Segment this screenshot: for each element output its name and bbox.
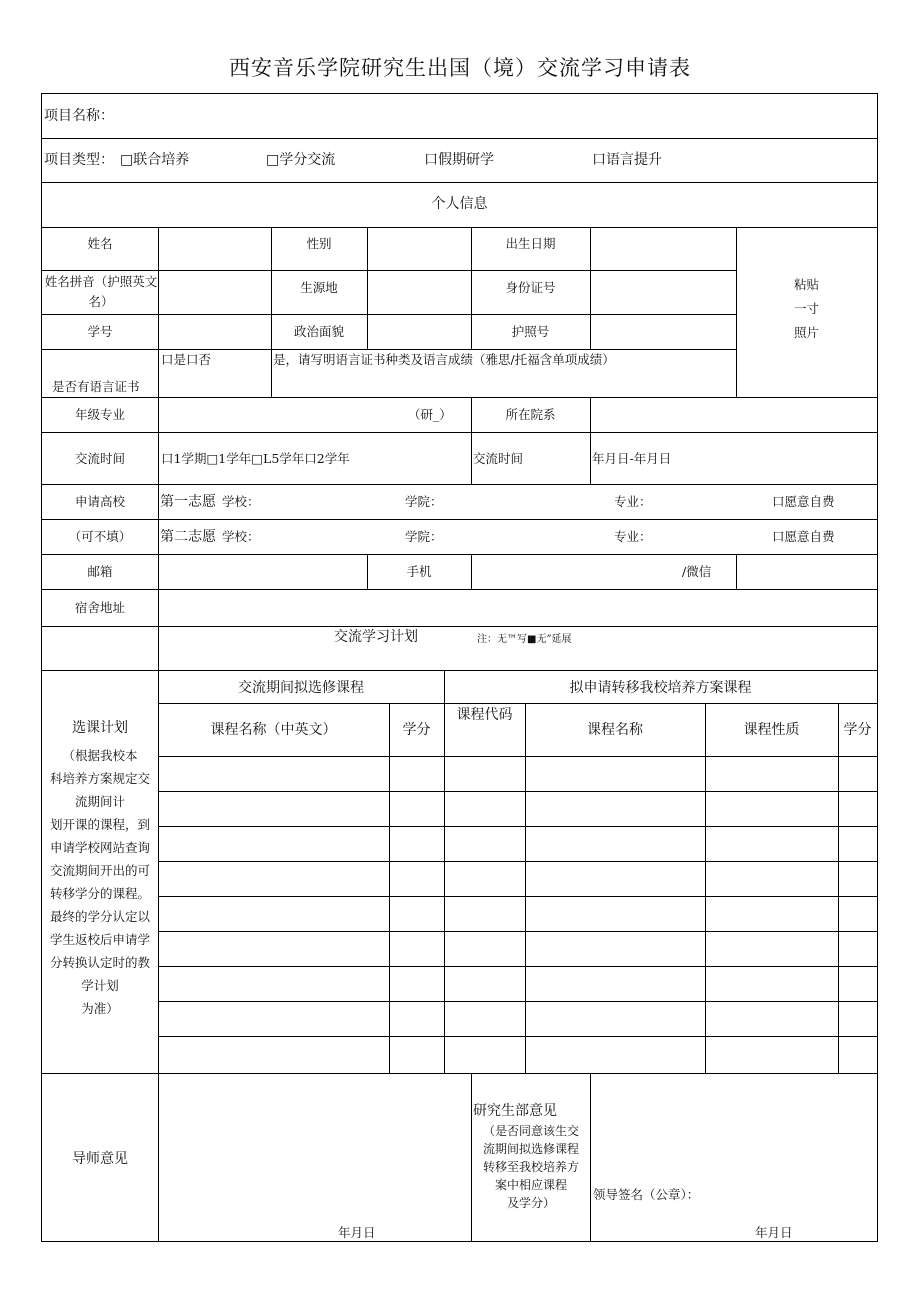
photo-label-1: 粘贴	[793, 277, 819, 292]
second-choice-school-label: 学校：	[222, 529, 260, 544]
col-course-name: 课程名称	[587, 722, 643, 738]
first-choice-major-label: 专业：	[614, 494, 652, 509]
second-choice-major-label: 专业：	[614, 529, 652, 544]
form-title: 西安音乐学院研究生出国（境）交流学习申请表	[229, 56, 691, 80]
first-choice-label: 第一志愿	[160, 494, 216, 510]
personal-info-header: 个人信息	[431, 196, 488, 212]
student-number-label: 学号	[87, 324, 113, 339]
col-course-nature: 课程性质	[743, 722, 800, 738]
project-name-label: 项目名称：	[44, 108, 114, 124]
gender-label: 性别	[306, 236, 332, 251]
first-choice-dept-label: 学院：	[405, 494, 443, 509]
first-choice-self-pay[interactable]: 口愿意自费	[772, 494, 835, 509]
political-status-label: 政治面貌	[293, 324, 344, 339]
study-plan-note: 注：无™写■无”延展	[477, 634, 572, 645]
type-option-summer-study[interactable]: 口假期研学	[424, 152, 494, 168]
col-course-name-bilingual: 课程名称（中英文）	[210, 722, 337, 738]
email-label: 邮箱	[87, 564, 113, 579]
wechat-label: /微信	[682, 564, 712, 579]
pinyin-label: 姓名拼音（护照英文名）	[44, 274, 158, 309]
exchange-duration-options[interactable]: 口1学期□1学年□L5学年口2学年	[161, 451, 350, 466]
dorm-address-label: 宿舍地址	[74, 600, 125, 615]
type-option-credit-exchange[interactable]: □学分交流	[266, 152, 336, 168]
application-form-table	[41, 93, 878, 1242]
advisor-opinion-label: 导师意见	[72, 1151, 128, 1167]
photo-label-3: 照片	[793, 325, 819, 340]
phone-label: 手机	[406, 564, 432, 579]
grad-office-date: 年月日	[755, 1225, 793, 1240]
grad-office-opinion-desc: （是否同意该生交 流期间拟选修课程 转移至我校培养方 案中相应课程 及学分）	[482, 1124, 579, 1210]
birth-date-label: 出生日期	[505, 236, 556, 251]
col-course-code: 课程代码	[456, 707, 513, 723]
exchange-time-label-2: 交流时间	[473, 451, 524, 466]
course-plan-title: 选课计划	[72, 720, 128, 736]
course-plan-description: （根据我校本 科培养方案规定交 流期间计 划开课的课程，到 申请学校网站查询 交流期间开出的可 转移学分的课程。 最终的学分认定以 学生返校后申请学 分转换认定时的教 学计划 为准）	[49, 748, 150, 1016]
name-label: 姓名	[87, 236, 113, 251]
col-credit-left: 学分	[402, 722, 431, 738]
optional-note: （可不填）	[68, 529, 132, 544]
id-number-label: 身份证号	[505, 280, 556, 295]
language-cert-hint: 是，请写明语言证书种类及语言成绩（雅思/托福含单项成绩）	[273, 352, 615, 367]
exchange-date-range: 年月日-年月日	[592, 451, 672, 466]
language-cert-label: 是否有语言证书	[52, 379, 140, 394]
second-choice-dept-label: 学院：	[405, 529, 443, 544]
grade-major-label: 年级专业	[74, 407, 125, 422]
language-cert-yes-no[interactable]: 口是口否	[161, 352, 212, 367]
type-option-language[interactable]: 口语言提升	[592, 152, 662, 168]
study-plan-header: 交流学习计划	[334, 629, 418, 645]
elective-courses-header: 交流期间拟选修课程	[238, 680, 364, 696]
grade-suffix: （研_）	[408, 407, 452, 422]
second-choice-self-pay[interactable]: 口愿意自费	[772, 529, 835, 544]
second-choice-label: 第二志愿	[160, 529, 216, 545]
photo-label-2: 一寸	[793, 301, 819, 316]
origin-label: 生源地	[300, 280, 338, 295]
leader-signature-label: 领导签名（公章）：	[593, 1187, 700, 1202]
college-label: 所在院系	[505, 407, 556, 422]
first-choice-school-label: 学校：	[222, 494, 260, 509]
transfer-courses-header: 拟申请转移我校培养方案课程	[569, 680, 752, 696]
type-option-joint-training[interactable]: □联合培养	[120, 152, 190, 168]
advisor-date: 年月日	[338, 1225, 376, 1240]
col-credit-right: 学分	[843, 722, 872, 738]
project-type-label: 项目类型：	[44, 152, 114, 168]
exchange-time-label: 交流时间	[74, 451, 125, 466]
apply-school-label: 申请高校	[74, 494, 125, 509]
grad-office-opinion-label: 研究生部意见	[473, 1103, 557, 1119]
passport-number-label: 护照号	[511, 324, 550, 339]
